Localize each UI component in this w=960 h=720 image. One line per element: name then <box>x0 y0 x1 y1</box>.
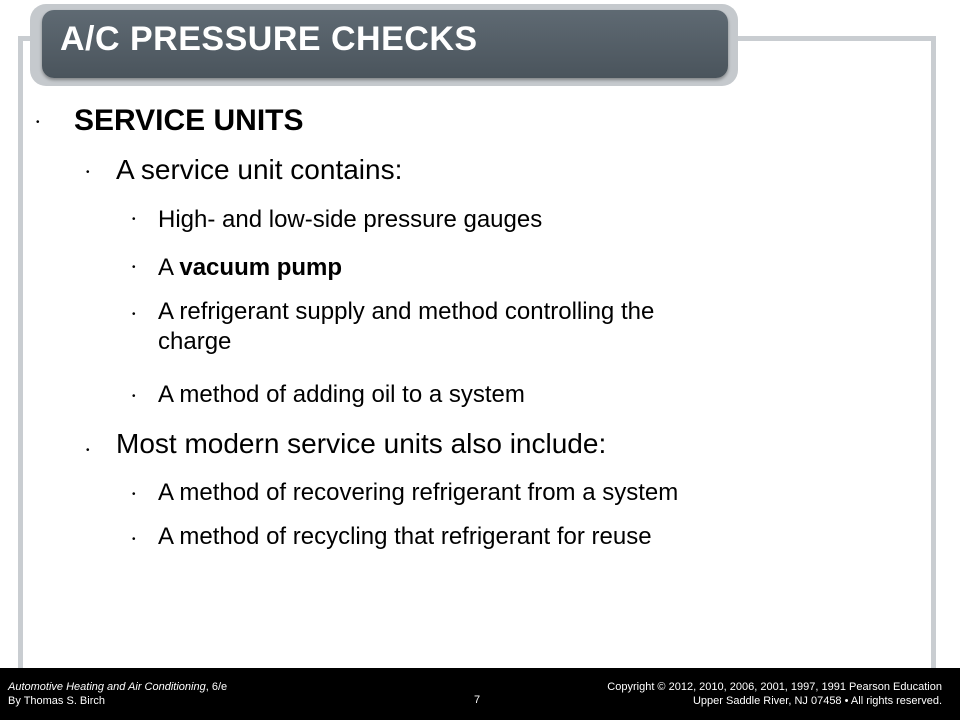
footer-bar <box>0 668 960 720</box>
bullet-refrigerant-supply <box>158 297 654 357</box>
footer-copyright <box>607 680 942 708</box>
bullet-dot: • <box>36 117 40 128</box>
bullet-vacuum-pump <box>158 253 342 283</box>
bullet-adding-oil: A method of adding oil to a system <box>158 381 525 408</box>
bullet-dot: • <box>132 262 136 273</box>
bullet-vacuum-pump-bold: vacuum pump <box>179 254 343 281</box>
bullet-service-units: SERVICE UNITS <box>74 104 304 137</box>
footer-book-title: Automotive Heating and Air Conditioning <box>8 681 206 693</box>
bullet-modern-service-units: Most modern service units also include: <box>116 428 607 459</box>
bullet-dot: • <box>132 214 136 225</box>
bullet-dot: • <box>132 489 136 500</box>
bullet-dot: • <box>86 167 90 178</box>
bullet-recycling-refrigerant: A method of recycling that refrigerant for reuse <box>158 523 652 550</box>
footer-copyright-line: Copyright © 2012, 2010, 2006, 2001, 1997, 1991 Pearson Education <box>607 681 942 693</box>
bullet-pressure-gauges: High- and low-side pressure gauges <box>158 206 543 233</box>
footer-address-line: Upper Saddle River, NJ 07458 • All rights reserved. <box>692 695 942 707</box>
footer-author: By Thomas S. Birch <box>8 695 105 707</box>
bullet-dot: • <box>132 391 136 402</box>
bullet-dot: • <box>132 309 136 320</box>
footer-edition: , 6/e <box>205 681 228 693</box>
footer-page-number: 7 <box>474 694 481 706</box>
bullet-recovering-refrigerant: A method of recovering refrigerant from a system <box>158 479 679 506</box>
slide-title: A/C PRESSURE CHECKS <box>60 20 478 58</box>
footer-book-info <box>8 680 227 708</box>
bullet-vacuum-pump-prefix: A <box>158 254 180 281</box>
bullet-refrigerant-supply-line1: A refrigerant supply and method controlling the <box>158 298 655 325</box>
bullet-service-unit-contains: A service unit contains: <box>116 154 403 185</box>
bullet-dot: • <box>86 445 90 456</box>
bullet-refrigerant-supply-line2: charge <box>158 328 232 355</box>
bullet-dot: • <box>132 534 136 545</box>
